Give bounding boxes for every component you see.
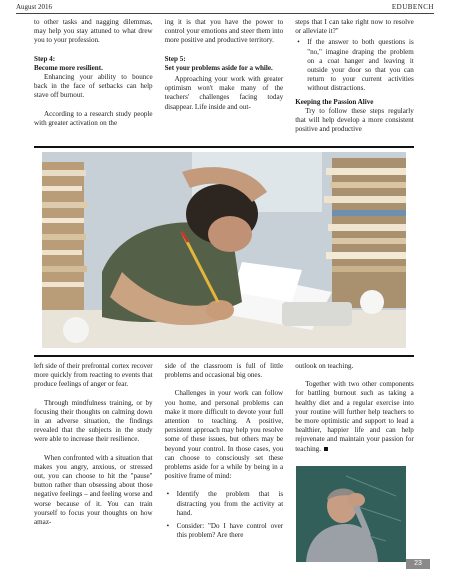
paragraph: When confronted with a situation that makes you angry, anxious, or stressed out, you can choose to hit the "pause" button rather than obsessing about those negative feelings – and feeling worse and worse because of it. You can train yourself to focus your thoughts on how amaz- — [34, 453, 153, 527]
list-item: • Identify the problem that is distracting you from the activity at hand. — [165, 490, 284, 518]
top-column-1 — [34, 18, 153, 146]
paragraph: Try to follow these steps regularly that will help develop a more consistent positive and productive — [295, 106, 414, 134]
paragraph: According to a research study people with greater activation on the — [34, 109, 153, 127]
step-label: Step 5: — [164, 54, 186, 63]
publication-name: EDUBENCH — [391, 3, 434, 11]
issue-date: August 2016 — [16, 3, 52, 11]
stressed-teacher-photo — [42, 152, 406, 348]
paragraph: side of the classroom is full of little problems and occasional big ones. — [164, 362, 284, 380]
image-top-rule — [34, 146, 414, 148]
paragraph: left side of their prefrontal cortex recover more quickly from reacting to events that produce feelings of anger or fear. — [34, 362, 153, 389]
top-column-2 — [165, 18, 284, 146]
step-title: Set your problems aside for a while. — [164, 63, 273, 72]
top-columns — [34, 18, 414, 146]
paragraph: Challenges in your work can follow you home, and personal problems can make it more difficult to devote your full attention to teaching. A positive, persistent approach may help you resolve some of these issues, but others may be beyond your control. In those cases, you can choose to consciously set these problems aside for a while by being in a positive frame of mind: — [164, 389, 284, 481]
paragraph-text: Together with two other components for battling burnout such as taking a healthy diet and a regular exercise into your routine will further help teachers to be more optimistic and support to lead a healthier, happier life and can help rejuvenate and maintain your passion for teaching. — [295, 380, 414, 453]
image-bottom-rule — [34, 355, 414, 357]
bullet-list — [295, 38, 414, 93]
end-of-article-mark — [324, 447, 328, 451]
list-item: • Consider: "Do I have control over this problem? Are there — [165, 522, 284, 540]
paragraph: steps that I can take right now to resolve or alleviate it?" — [295, 18, 414, 36]
paragraph — [295, 380, 414, 454]
paragraph: outlook on teaching. — [295, 362, 354, 370]
section-title: Keeping the Passion Alive — [295, 97, 374, 106]
page-number: 23 — [406, 559, 430, 569]
stressed-teacher-illustration — [42, 152, 406, 348]
paragraph: ing it is that you have the power to control your emotions and steer them into more positive and productive territory. — [164, 18, 284, 45]
paragraph: Through mindfulness training, or by focusing their thoughts on calming down in an adverse situation, the findings revealed that the subjects in the study were able to increase their resilience. — [34, 398, 153, 444]
bottom-column-1 — [34, 362, 153, 562]
teacher-chalkboard-illustration — [296, 466, 406, 562]
bottom-column-2 — [165, 362, 284, 562]
header-rule — [16, 13, 434, 14]
top-column-3 — [295, 18, 414, 146]
paragraph: to other tasks and nagging dilemmas, may help you stay attuned to what drew you to your profession. — [34, 18, 153, 45]
step-label: Step 4: — [34, 54, 56, 63]
step-title: Become more resilient. — [34, 63, 103, 72]
paragraph: Enhancing your ability to bounce back in the face of setbacks can help stave off burnout. — [34, 73, 153, 100]
paragraph: Approaching your work with greater optimism won't make many of the teachers' challenges facing today disappear. Life inside and out- — [164, 75, 284, 111]
teacher-chalkboard-photo — [296, 466, 406, 562]
bullet-list — [165, 490, 284, 540]
list-item: • If the answer to both questions is "no," imagine draping the problem on a coat hanger and leaving it outside your door so that you can return to your current activities without distractions. — [295, 38, 414, 93]
